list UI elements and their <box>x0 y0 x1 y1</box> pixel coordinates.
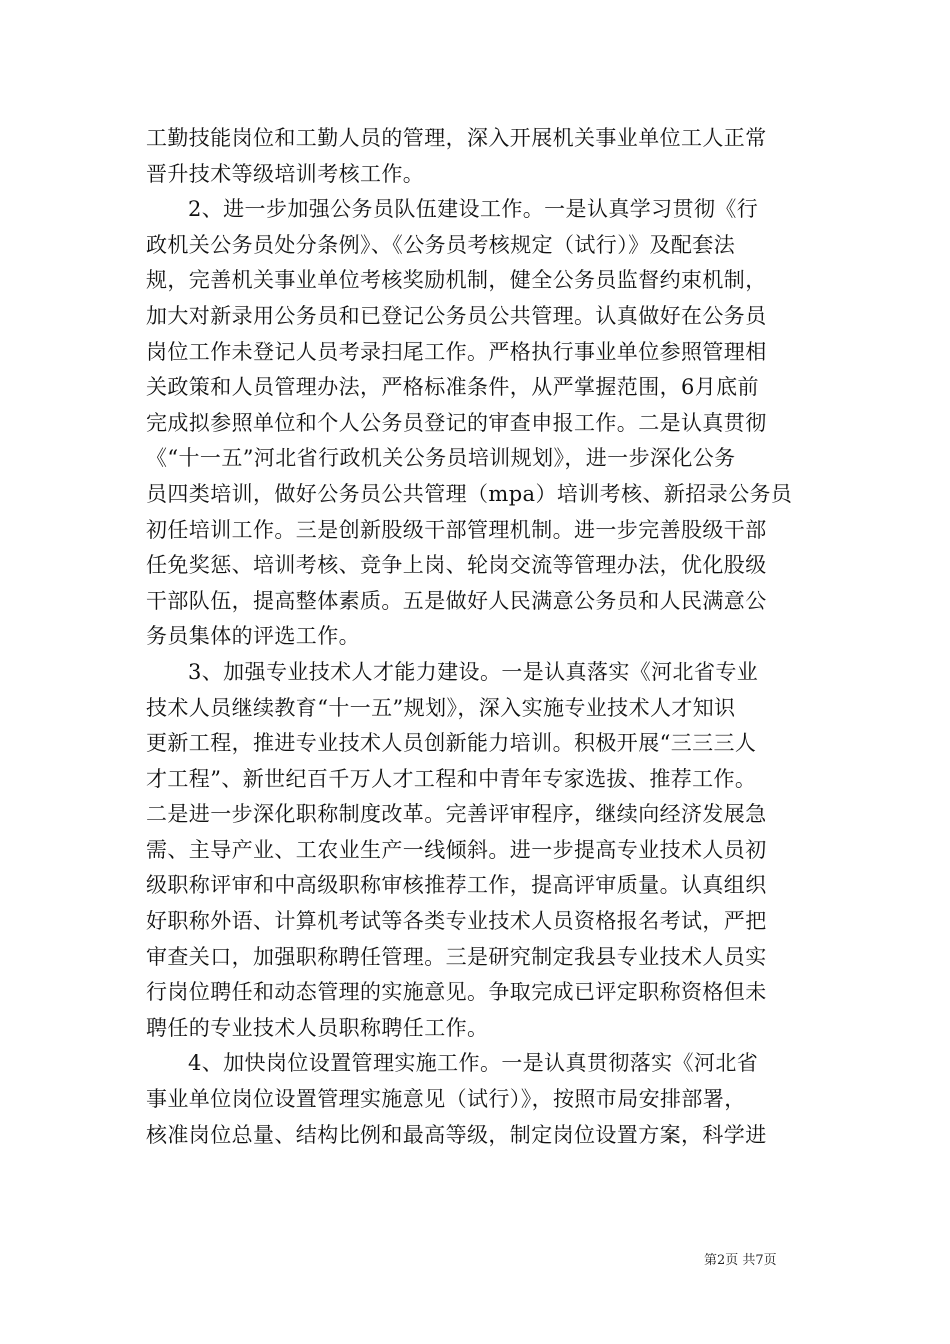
text-line: 才工程”、新世纪百千万人才工程和中青年专家选拔、推荐工作。 <box>146 766 757 791</box>
text-line: 任免奖惩、培训考核、竞争上岗、轮岗交流等管理办法，优化股级 <box>146 553 767 578</box>
text-line: 干部队伍，提高整体素质。五是做好人民满意公务员和人民满意公 <box>146 588 767 613</box>
text-line: 《“十一五”河北省行政机关公务员培训规划》，进一步深化公务 <box>146 446 736 471</box>
text-line: 需、主导产业、工农业生产一线倾斜。进一步提高专业技术人员初 <box>146 837 767 862</box>
text-line: 政机关公务员处分条例》、《公务员考核规定（试行）》及配套法 <box>146 232 736 257</box>
text-line: 好职称外语、计算机考试等各类专业技术人员资格报名考试，严把 <box>146 909 767 934</box>
text-line: 事业单位岗位设置管理实施意见（试行）》，按照市局安排部署， <box>146 1087 746 1112</box>
text-line: 审查关口，加强职称聘任管理。三是研究制定我县专业技术人员实 <box>146 944 767 969</box>
text-line: 行岗位聘任和动态管理的实施意见。争取完成已评定职称资格但未 <box>146 980 767 1005</box>
text-line: 岗位工作未登记人员考录扫尾工作。严格执行事业单位参照管理相 <box>146 339 767 364</box>
text-line: 初任培训工作。三是创新股级干部管理机制。进一步完善股级干部 <box>146 517 767 542</box>
text-line: 2、进一步加强公务员队伍建设工作。一是认真学习贯彻《行 <box>188 197 759 222</box>
text-line: 完成拟参照单位和个人公务员登记的审查申报工作。二是认真贯彻 <box>146 410 767 435</box>
text-line: 级职称评审和中高级职称审核推荐工作，提高评审质量。认真组织 <box>146 873 767 898</box>
text-line: 技术人员继续教育“十一五”规划》，深入实施专业技术人才知识 <box>146 695 736 720</box>
text-line: 核准岗位总量、结构比例和最高等级，制定岗位设置方案，科学进 <box>146 1122 767 1147</box>
text-line: 二是进一步深化职称制度改革。完善评审程序，继续向经济发展急 <box>146 802 767 827</box>
text-line: 晋升技术等级培训考核工作。 <box>146 161 425 186</box>
text-line: 员四类培训，做好公务员公共管理（mpa）培训考核、新招录公务员 <box>146 481 793 506</box>
text-line: 加大对新录用公务员和已登记公务员公共管理。认真做好在公务员 <box>146 303 767 328</box>
page-number-footer: 第2页 共7页 <box>704 1253 777 1268</box>
text-line: 务员集体的评选工作。 <box>146 624 360 649</box>
document-body <box>146 121 810 1153</box>
text-line: 聘任的专业技术人员职称聘任工作。 <box>146 1015 489 1040</box>
text-line: 规，完善机关事业单位考核奖励机制，健全公务员监督约束机制， <box>146 268 767 293</box>
text-line: 3、加强专业技术人才能力建设。一是认真落实《河北省专业 <box>188 659 759 684</box>
text-line: 关政策和人员管理办法，严格标准条件，从严掌握范围，6月底前 <box>146 375 759 400</box>
text-line: 工勤技能岗位和工勤人员的管理，深入开展机关事业单位工人正常 <box>146 126 767 150</box>
text-line: 4、加快岗位设置管理实施工作。一是认真贯彻落实《河北省 <box>188 1051 759 1076</box>
text-line: 更新工程，推进专业技术人员创新能力培训。积极开展“三三三人 <box>146 731 757 756</box>
